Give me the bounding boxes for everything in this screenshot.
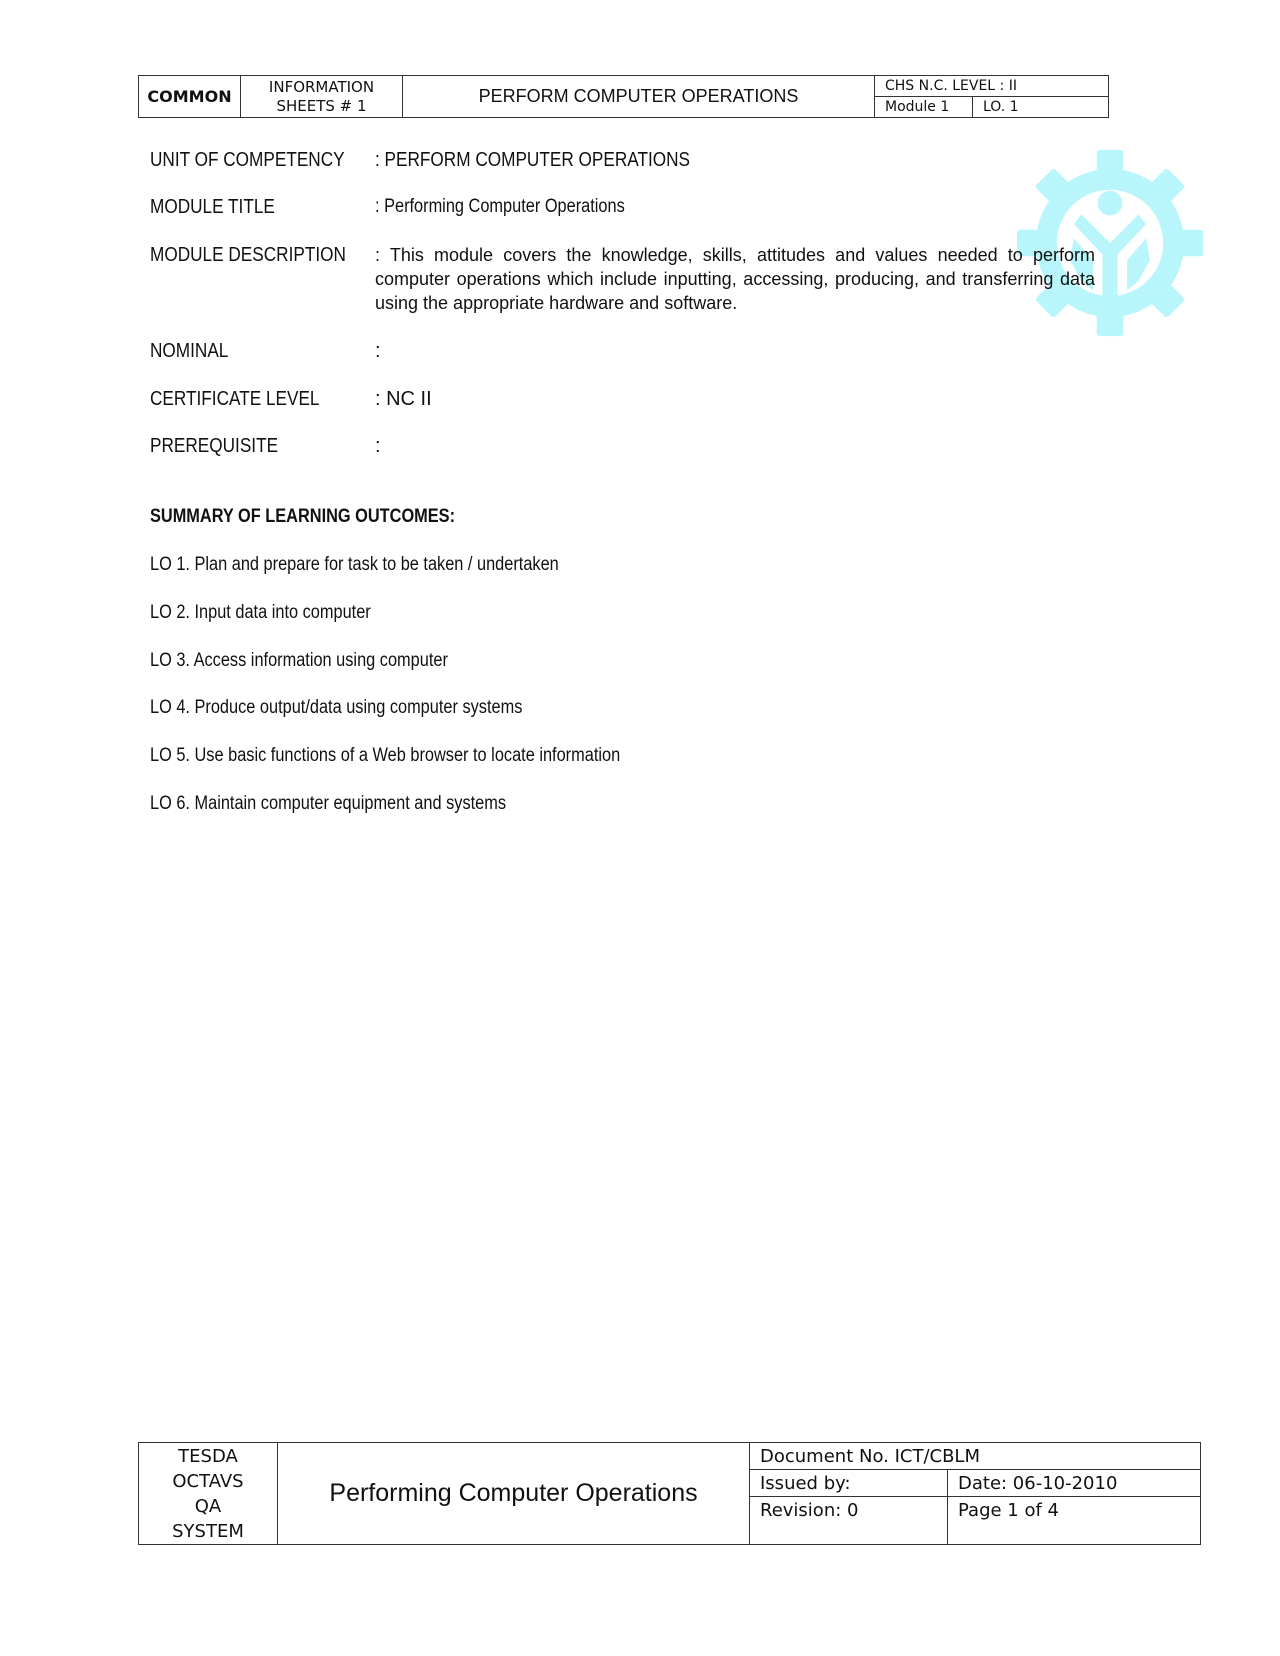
footer-revision: Revision: 0: [750, 1497, 948, 1545]
footer-org-line3: QA: [194, 1495, 222, 1517]
learning-outcome-6: LO 6. Maintain computer equipment and systems: [150, 793, 507, 814]
nominal-label: NOMINAL: [150, 340, 229, 362]
header-module: Module 1: [875, 97, 973, 118]
unit-of-competency-label: UNIT OF COMPETENCY: [150, 149, 345, 171]
prerequisite-label: PREREQUISITE: [150, 435, 279, 457]
module-title-value: : Performing Computer Operations: [375, 196, 625, 217]
learning-outcome-2: LO 2. Input data into computer: [150, 602, 371, 623]
summary-heading: SUMMARY OF LEARNING OUTCOMES:: [150, 506, 456, 527]
footer-date: Date: 06-10-2010: [948, 1470, 1201, 1497]
header-title: PERFORM COMPUTER OPERATIONS: [403, 76, 875, 118]
footer-org-line4: SYSTEM: [172, 1520, 244, 1542]
learning-outcome-1: LO 1. Plan and prepare for task to be taken / undertaken: [150, 554, 559, 575]
learning-outcome-4: LO 4. Produce output/data using computer systems: [150, 697, 523, 718]
unit-of-competency-value: : PERFORM COMPUTER OPERATIONS: [375, 149, 691, 171]
certificate-level-label: CERTIFICATE LEVEL: [150, 388, 320, 410]
footer-org-line1: TESDA: [178, 1445, 238, 1467]
header-info-line1: INFORMATION: [268, 77, 375, 96]
learning-outcome-5: LO 5. Use basic functions of a Web browser to locate information: [150, 745, 621, 766]
footer-document-number: Document No. ICT/CBLM: [750, 1443, 1201, 1470]
header-info-line2: SHEETS # 1: [276, 96, 367, 115]
prerequisite-value: :: [375, 435, 381, 457]
header-lo: LO. 1: [973, 97, 1109, 118]
module-description-value: : This module covers the knowledge, skills, attitudes and values needed to perform computer operations which include inputting, accessing, producing, and transferring data using the appropriate hardware and software.: [375, 245, 1095, 313]
module-title-label: MODULE TITLE: [150, 196, 275, 218]
footer-table: [138, 1442, 1201, 1545]
header-info-sheet: [241, 76, 403, 118]
footer-organization: [139, 1443, 278, 1545]
footer-page: Page 1 of 4: [948, 1497, 1201, 1545]
nominal-value: :: [375, 340, 381, 362]
header-table: [138, 75, 1109, 118]
header-common: COMMON: [139, 76, 241, 118]
module-description-label: MODULE DESCRIPTION: [150, 244, 346, 266]
footer-issued-by: Issued by:: [750, 1470, 948, 1497]
footer-org-line2: OCTAVS: [172, 1470, 244, 1492]
learning-outcome-3: LO 3. Access information using computer: [150, 650, 448, 671]
header-level: CHS N.C. LEVEL : II: [875, 76, 1109, 97]
footer-title: Performing Computer Operations: [278, 1443, 750, 1545]
certificate-level-value: : NC II: [375, 388, 432, 410]
